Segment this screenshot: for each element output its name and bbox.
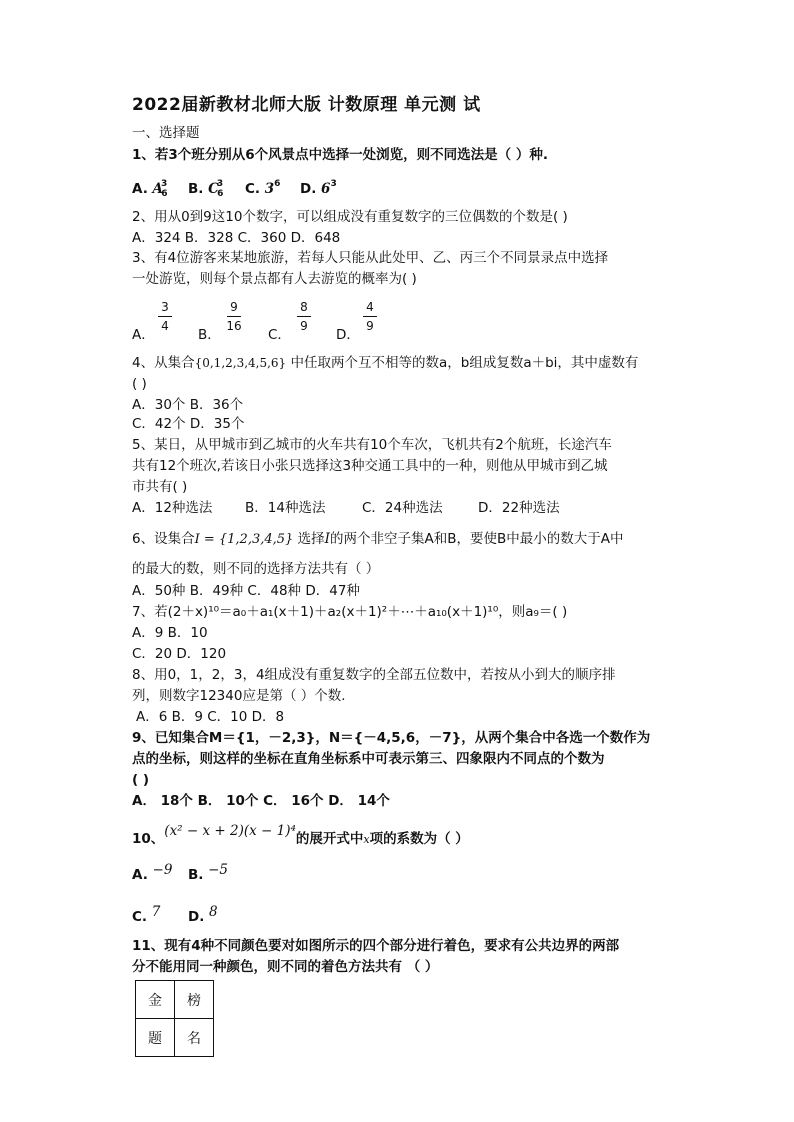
q5-stem-line3: 市共有( ) — [132, 479, 188, 495]
q7-options-line1: A．9 B．10 — [132, 625, 208, 641]
q3-option-d-label: D． — [336, 327, 360, 343]
q10-option-b: B. −5 — [188, 862, 229, 883]
q3-option-d-fraction: 4 9 — [360, 300, 380, 333]
coloring-grid — [135, 980, 214, 1057]
grid-cell-ming: 名 — [175, 1019, 214, 1057]
q3-stem-line2: 一处游览，则每个景点都有人去游览的概率为( ) — [132, 271, 417, 287]
q3-option-b-label: B． — [198, 327, 221, 343]
q3-option-c-label: C． — [268, 327, 291, 343]
q6-stem-line1: 6、设集合I = {1,2,3,4,5} 选择I的两个非空子集A和B，要使B中最小的数大于A中 — [132, 531, 624, 547]
q1-stem: 1、若3个班分别从6个风景点中选择一处浏览，则不同选法是（ ）种. — [132, 147, 549, 163]
q10-option-d: D. 8 — [188, 904, 218, 925]
q1-option-a: A. $A^3_6$ — [132, 179, 168, 199]
doc-title: 2022届新教材北师大版 计数原理 单元测 试 — [132, 95, 481, 115]
q5-option-a: A．12种选法 — [132, 500, 213, 516]
q3-option-b-fraction: 9 16 — [226, 300, 242, 333]
q4-stem: 4、从集合{0,1,2,3,4,5,6} 中任取两个互不相等的数a，b组成复数a＋bi，其中虚数有 — [132, 355, 639, 371]
q8-stem-line1: 8、用0，1，2，3，4组成没有重复数字的全部五位数中，若按从小到大的顺序排 — [132, 667, 616, 683]
q5-stem-line2: 共有12个班次,若该日小张只选择这3种交通工具中的一种，则他从甲城市到乙城 — [132, 458, 608, 474]
q10-option-c: C. 7 — [132, 904, 161, 925]
q1-option-d: D. $6^3$ — [300, 179, 337, 197]
q2-stem: 2、用从0到9这10个数字，可以组成没有重复数字的三位偶数的个数是( ) — [132, 209, 568, 225]
section-heading: 一、选择题 — [132, 125, 200, 141]
q5-option-d: D．22种选法 — [478, 500, 560, 516]
q8-options: A．6 B．9 C．10 D．8 — [136, 709, 285, 725]
q11-stem-line2: 分不能用同一种颜色，则不同的着色方法共有 （ ） — [132, 959, 439, 975]
q10-option-a: A. −9 — [132, 862, 173, 883]
q4-options-line1: A．30个 B．36个 — [132, 397, 244, 413]
q7-stem: 7、若(2＋x)¹⁰＝a₀＋a₁(x＋1)＋a₂(x＋1)²＋⋯＋a₁₀(x＋1)¹⁰，则a₉＝( ) — [132, 604, 568, 620]
q3-option-c-fraction: 8 9 — [294, 300, 314, 333]
q5-option-b: B．14种选法 — [245, 500, 326, 516]
q11-stem-line1: 11、现有4种不同颜色要对如图所示的四个部分进行着色，要求有公共边界的两部 — [132, 938, 620, 954]
q2-options: A．324 B．328 C．360 D．648 — [132, 230, 341, 246]
q6-stem-line2: 的最大的数，则不同的选择方法共有（ ） — [132, 561, 380, 577]
q9-stem-line2: 点的坐标，则这样的坐标在直角坐标系中可表示第三、四象限内不同点的个数为 — [132, 751, 605, 767]
q5-option-c: C．24种选法 — [362, 500, 443, 516]
q10-stem: 10、(x² − x + 2)(x − 1)⁴的展开式中x项的系数为（ ） — [132, 823, 469, 847]
q8-stem-line2: 列，则数字12340应是第（ ）个数. — [132, 688, 346, 704]
q4-paren: ( ) — [132, 376, 147, 392]
q3-option-a-label: A． — [132, 327, 155, 343]
q9-options: A． 18个 B． 10个 C． 16个 D． 14个 — [132, 793, 390, 809]
q4-options-line2: C．42个 D．35个 — [132, 416, 245, 432]
q5-stem-line1: 5、某日，从甲城市到乙城市的火车共有10个车次，飞机共有2个航班，长途汽车 — [132, 437, 612, 453]
grid-cell-bang: 榜 — [175, 981, 214, 1019]
q9-stem-line1: 9、已知集合M＝{1，－2,3}，N＝{－4,5,6，－7}，从两个集合中各选一个数作为 — [132, 730, 651, 746]
grid-cell-jin: 金 — [136, 981, 175, 1019]
q1-option-b: B. $C^3_6$ — [188, 179, 224, 199]
q6-options: A．50种 B．49种 C．48种 D．47种 — [132, 583, 360, 599]
q1-option-c: C. $3^6$ — [245, 179, 281, 197]
q7-options-line2: C．20 D．120 — [132, 646, 227, 662]
q3-stem-line1: 3、有4位游客来某地旅游，若每人只能从此处甲、乙、丙三个不同景录点中选择 — [132, 250, 609, 266]
grid-cell-ti: 题 — [136, 1019, 175, 1057]
q3-option-a-fraction: 3 4 — [155, 300, 175, 333]
q9-paren: ( ) — [132, 772, 150, 788]
